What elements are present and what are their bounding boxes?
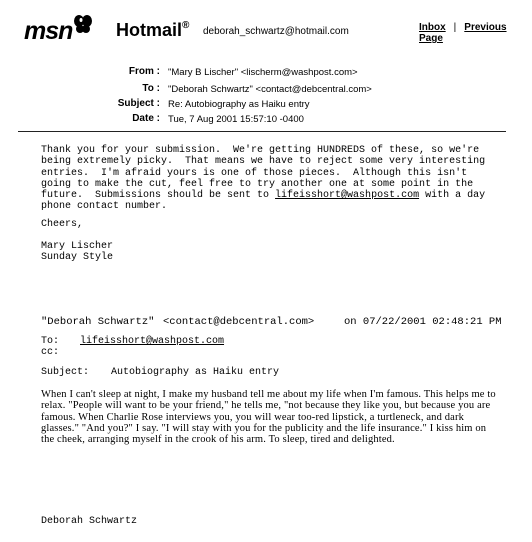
- reply-signature-dept: Sunday Style: [41, 252, 114, 263]
- quoted-sender-name: "Deborah Schwartz": [41, 316, 155, 328]
- header-divider: [18, 131, 506, 132]
- from-label: From :: [128, 66, 160, 77]
- quoted-cc-label: cc:: [41, 347, 60, 358]
- quoted-body: When I can't sleep at night, I make my husband tell me about my life when I'm famous. This helps me to relax. "People will want to be your friend," he tells me, "not because they like you, but because you are famous. When Charlie Rose interviews you, you will wear too-red lipstick, a turtleneck, and dark glasses." "And you?" I say. "I will stay with you for the publicity and the life insurance." I kiss him on the cheek, arranging myself in the crook of his arm. To sleep, tired and delighted.: [41, 389, 496, 446]
- date-label: Date :: [132, 113, 160, 124]
- registered-mark: ®: [182, 20, 190, 31]
- top-links: [419, 22, 532, 44]
- submissions-email-link[interactable]: lifeisshort@washpost.com: [275, 190, 420, 202]
- butterfly-icon: [73, 14, 93, 34]
- account-email: deborah_schwartz@hotmail.com: [203, 26, 349, 37]
- date-value: Tue, 7 Aug 2001 15:57:10 -0400: [168, 114, 304, 125]
- reply-signature-name: Mary Lischer: [41, 241, 114, 252]
- reply-text-start: Thank you for your submission. We're getting HUNDREDS of these, so we're being extremely picky. That means we have to reject some very interesting entries. I'm afraid yours is one of those pieces. Although this isn't going to make the cut, feel free to try another one at some point in the future. Submissions should be sent to: [41, 145, 486, 202]
- previous-page-link[interactable]: Previous Page: [419, 22, 507, 44]
- hotmail-title: Hotmail: [116, 20, 183, 40]
- reply-paragraph: [41, 145, 485, 213]
- quoted-subject-label: Subject:: [41, 367, 90, 378]
- quoted-sent-date: on 07/22/2001 02:48:21 PM: [344, 316, 502, 328]
- msn-logo: [24, 14, 93, 44]
- link-separator: |: [453, 22, 457, 33]
- to-label: To :: [142, 83, 160, 94]
- reply-text-end: with a day phone contact number.: [41, 190, 486, 213]
- subject-label: Subject :: [117, 98, 160, 109]
- from-value: "Mary B Lischer" <lischerm@washpost.com>: [168, 67, 358, 78]
- inbox-link[interactable]: Inbox: [419, 22, 446, 33]
- hotmail-brand: [116, 20, 189, 41]
- subject-value: Re: Autobiography as Haiku entry: [168, 99, 310, 110]
- to-value: "Deborah Schwartz" <contact@debcentral.com>: [168, 84, 372, 95]
- quoted-signature: Deborah Schwartz: [41, 516, 138, 527]
- quoted-subject-value: Autobiography as Haiku entry: [111, 367, 280, 378]
- msn-logo-text: msn: [24, 17, 73, 45]
- quoted-to-label: To:: [41, 336, 60, 347]
- quoted-sender-email: <contact@debcentral.com>: [163, 316, 315, 328]
- quoted-to-value[interactable]: lifeisshort@washpost.com: [80, 336, 225, 347]
- reply-cheers: Cheers,: [41, 219, 84, 230]
